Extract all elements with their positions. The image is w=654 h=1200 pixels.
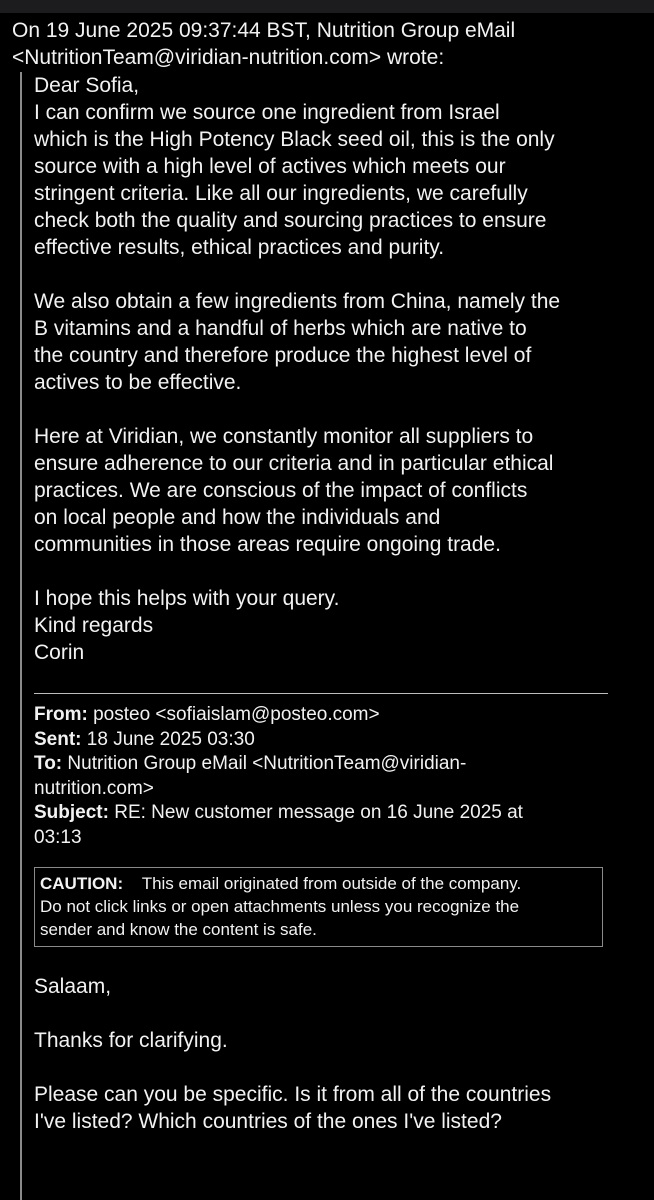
caution-label: CAUTION: [40, 874, 124, 893]
quoted-message [34, 72, 644, 1135]
reply-paragraph-china: We also obtain a few ingredients from China, namely the B vitamins and a handful of herbs which are native to the country and therefore produce the highest level of actives to be effective. [34, 290, 561, 394]
reply-paragraph-israel: I can confirm we source one ingredient from Israel which is the High Potency Black seed oil, this is the only source with a high level of actives which meets our stringent criteria. Like all our ingredients, we carefully check both the quality and sourcing practices to ensure effective results, ethical practices and purity. [34, 101, 555, 259]
from-row: From: posteo <sofiaislam@posteo.com> [34, 704, 380, 725]
subject-row: Subject: RE: New customer message on 16 June 2025 at [34, 802, 523, 823]
reply-signature: Corin [34, 641, 85, 664]
original-question: Please can you be specific. Is it from all of the countries I've listed? Which countries of the ones I've listed? [34, 1083, 552, 1133]
subject-row-continued: 03:13 [34, 826, 82, 848]
quote-header-line-1: On 19 June 2025 09:37:44 BST, Nutrition Group eMail [12, 19, 516, 42]
original-message-divider [34, 693, 608, 694]
top-status-strip [0, 0, 654, 13]
reply-paragraph-suppliers: Here at Viridian, we constantly monitor all suppliers to ensure adherence to our criteria and in particular ethical practices. We are conscious of the impact of conflicts on local people and how the individuals and communities in those areas require ongoing trade. [34, 425, 554, 556]
reply-closing: I hope this helps with your query. Kind regards Corin [34, 585, 644, 666]
quote-header-line-2: <NutritionTeam@viridian-nutrition.com> wrote: [12, 46, 445, 69]
sent-row: Sent: 18 June 2025 03:30 [34, 728, 255, 750]
external-email-caution-banner: CAUTION: This email originated from outside of the company. Do not click links or open attachments unless you recognize the sender and know the content is safe. [34, 867, 603, 947]
original-greeting: Salaam, [34, 975, 112, 998]
quote-indicator-bar [20, 72, 22, 1200]
reply-greeting: Dear Sofia, [34, 74, 140, 97]
original-thanks: Thanks for clarifying. [34, 1029, 228, 1052]
original-message-body [34, 973, 644, 1135]
to-row: To: Nutrition Group eMail <NutritionTeam@viridian- [34, 753, 467, 774]
to-row-continued: nutrition.com> [34, 777, 154, 799]
original-message-headers [34, 703, 644, 850]
